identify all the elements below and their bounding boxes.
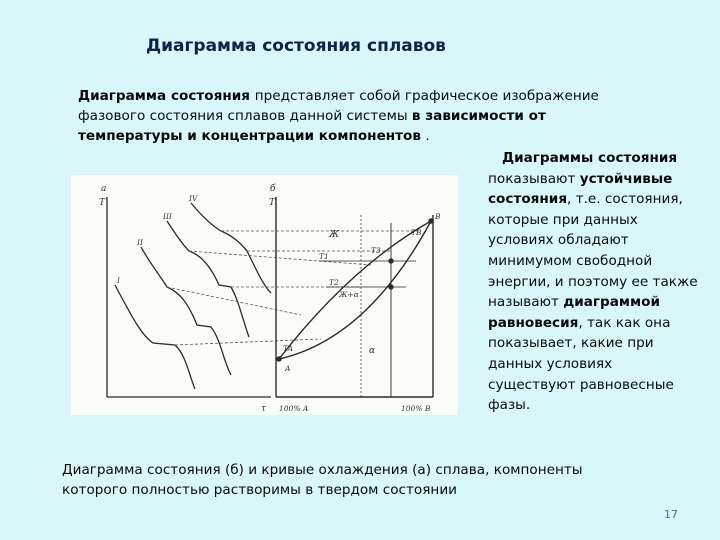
point-T1-label: T1 <box>319 252 329 261</box>
left-axis-top-label: a <box>101 184 107 194</box>
side-emphasis-1: устойчивые состояния <box>488 170 673 208</box>
x-right-label: 100% B <box>401 404 431 413</box>
left-axis-T-label: T <box>99 198 106 208</box>
phase-diagram-drawing <box>71 175 458 415</box>
point-TB-label: TB <box>411 228 422 237</box>
point-T3-label: T3 <box>371 246 381 255</box>
side-emphasis-2: диаграммой равновесия <box>488 294 660 331</box>
projection-lines <box>167 231 421 345</box>
curve-4-label: IV <box>189 194 198 203</box>
region-liquid-label: Ж <box>329 230 340 240</box>
region-two-phase-label: Ж+α <box>339 290 359 299</box>
left-axis-t-label: τ <box>261 404 266 414</box>
side-term: Диаграммы состояния <box>502 150 678 166</box>
intro-emphasis: в зависимости от температуры и концентрации компонентов <box>78 108 546 144</box>
figure-caption: Диаграмма состояния (б) и кривые охлаждения (а) сплава, компоненты которого полностью растворимы в твердом состоянии <box>62 462 583 498</box>
melting-point-A <box>277 357 281 361</box>
cooling-curve-3 <box>167 221 249 337</box>
right-axis-T-label: T <box>269 198 276 208</box>
phase-diagram-figure <box>71 175 458 415</box>
region-solid-label: α <box>369 346 376 356</box>
curve-3-label: III <box>163 212 172 221</box>
right-axis-top-label: б <box>270 184 276 194</box>
side-text-3: , так как она показывает, какие при данных условиях существуют равновесные фазы. <box>488 314 674 414</box>
intro-text-2: сплавов данной системы <box>227 108 412 124</box>
curve-1-label: I <box>117 276 120 285</box>
cooling-curve-4 <box>191 203 271 293</box>
page-number: 17 <box>664 508 678 521</box>
melting-point-B <box>429 219 433 223</box>
side-text-2: , т.е. состояния, которые при данных условиях обладают минимумом свободной энергии, и поэтому ее также называют <box>488 191 698 311</box>
cooling-curve-2 <box>141 247 231 375</box>
curve-2-label: II <box>137 238 143 247</box>
point-A-label: A <box>285 364 291 373</box>
point-B-label: B <box>435 212 441 221</box>
point-TA-label: TA <box>283 344 294 353</box>
x-left-label: 100% A <box>279 404 309 413</box>
side-text-1: показывают <box>488 170 580 187</box>
intro-text-end: . <box>421 128 430 144</box>
side-paragraph <box>488 148 700 416</box>
intro-text-1: представляет собой графическое изображение фазового состояния <box>78 88 599 124</box>
point-T2-label: T2 <box>329 278 339 287</box>
tie-point-2 <box>389 285 393 289</box>
cooling-curves-panel <box>107 197 271 397</box>
slide-title: Диаграмма состояния сплавов <box>146 36 446 56</box>
cooling-curve-1 <box>115 285 195 389</box>
tie-point-1 <box>389 259 393 263</box>
intro-paragraph <box>78 86 638 146</box>
intro-term: Диаграмма состояния <box>78 88 255 104</box>
